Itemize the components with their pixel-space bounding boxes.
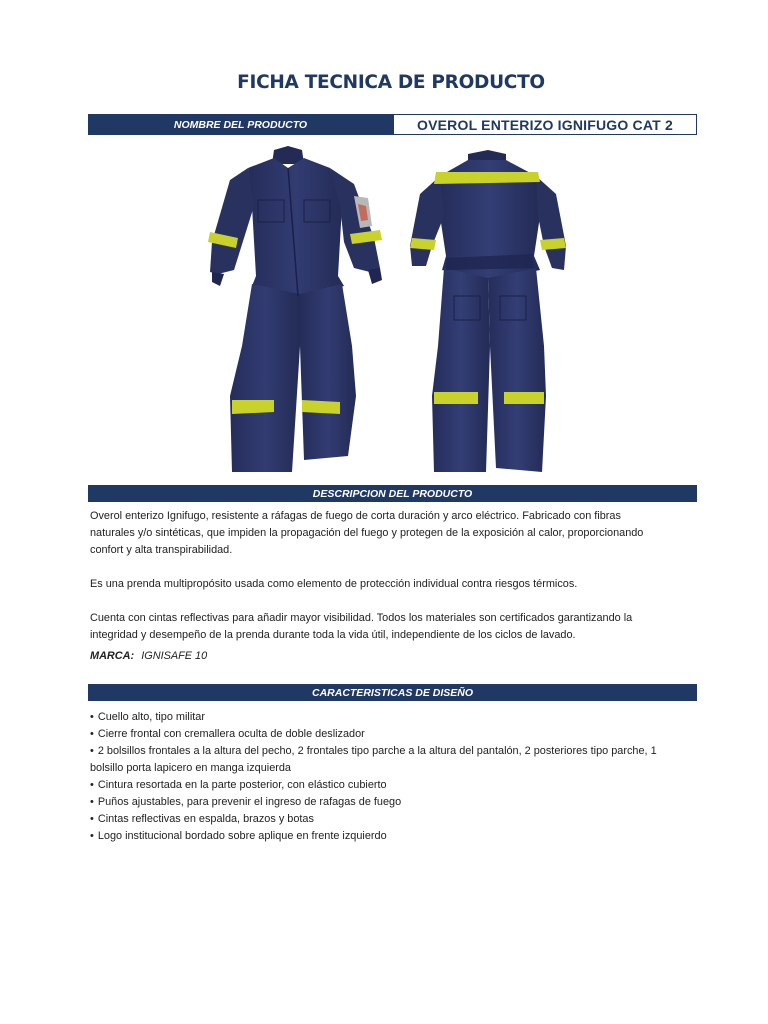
coverall-back-photo [406, 146, 570, 476]
bullet: • [90, 745, 94, 757]
list-item: • Logo institucional bordado sobre aplique en frente izquierdo [90, 830, 387, 842]
brand-label: MARCA: [90, 650, 135, 662]
coverall-front-photo [204, 146, 390, 476]
product-name-row [88, 114, 697, 135]
description-paragraph-3: Cuenta con cintas reflectivas para añadir mayor visibilidad. Todos los materiales son certificados garantizando la integridad y desempeño de la prenda durante toda la vida útil, independiente de los ciclos de lavado. [90, 612, 633, 641]
description-paragraph-2: Es una prenda multipropósito usada como elemento de protección individual contra riesgos térmicos. [90, 578, 578, 590]
bullet: • [90, 711, 94, 723]
bullet: • [90, 728, 94, 740]
bullet: • [90, 830, 94, 842]
list-item: • 2 bolsillos frontales a la altura del pecho, 2 frontales tipo parche a la altura del pantalón, 2 posteriores tipo parche, 1 bolsillo porta lapicero en manga izquierda [90, 745, 657, 774]
product-name-label: NOMBRE DEL PRODUCTO [88, 114, 393, 135]
description-paragraph-1: Overol enterizo Ignifugo, resistente a ráfagas de fuego de corta duración y arco eléctrico. Fabricado con fibras naturales y/o sintéticas, que impiden la propagación del fuego y protegen de la exposición al calor, proporcionando confort y alta transpirabilidad. [90, 510, 644, 556]
description-heading: DESCRIPCION DEL PRODUCTO [88, 485, 697, 502]
list-item: • Puños ajustables, para prevenir el ingreso de rafagas de fuego [90, 796, 402, 808]
design-heading: CARACTERISTICAS DE DISEÑO [88, 684, 697, 701]
list-item: • Cintura resortada en la parte posterior, con elástico cubierto [90, 779, 387, 791]
list-item: • Cintas reflectivas en espalda, brazos y botas [90, 813, 314, 825]
brand-line [90, 650, 207, 662]
design-features-list [90, 709, 692, 845]
bullet: • [90, 779, 94, 791]
list-item: • Cuello alto, tipo militar [90, 711, 205, 723]
product-name-value: OVEROL ENTERIZO IGNIFUGO CAT 2 [393, 114, 697, 135]
bullet: • [90, 813, 94, 825]
list-item: • Cierre frontal con cremallera oculta de doble deslizador [90, 728, 365, 740]
page-title: FICHA TECNICA DE PRODUCTO [237, 72, 545, 93]
bullet: • [90, 796, 94, 808]
brand-value: IGNISAFE 10 [141, 650, 208, 662]
